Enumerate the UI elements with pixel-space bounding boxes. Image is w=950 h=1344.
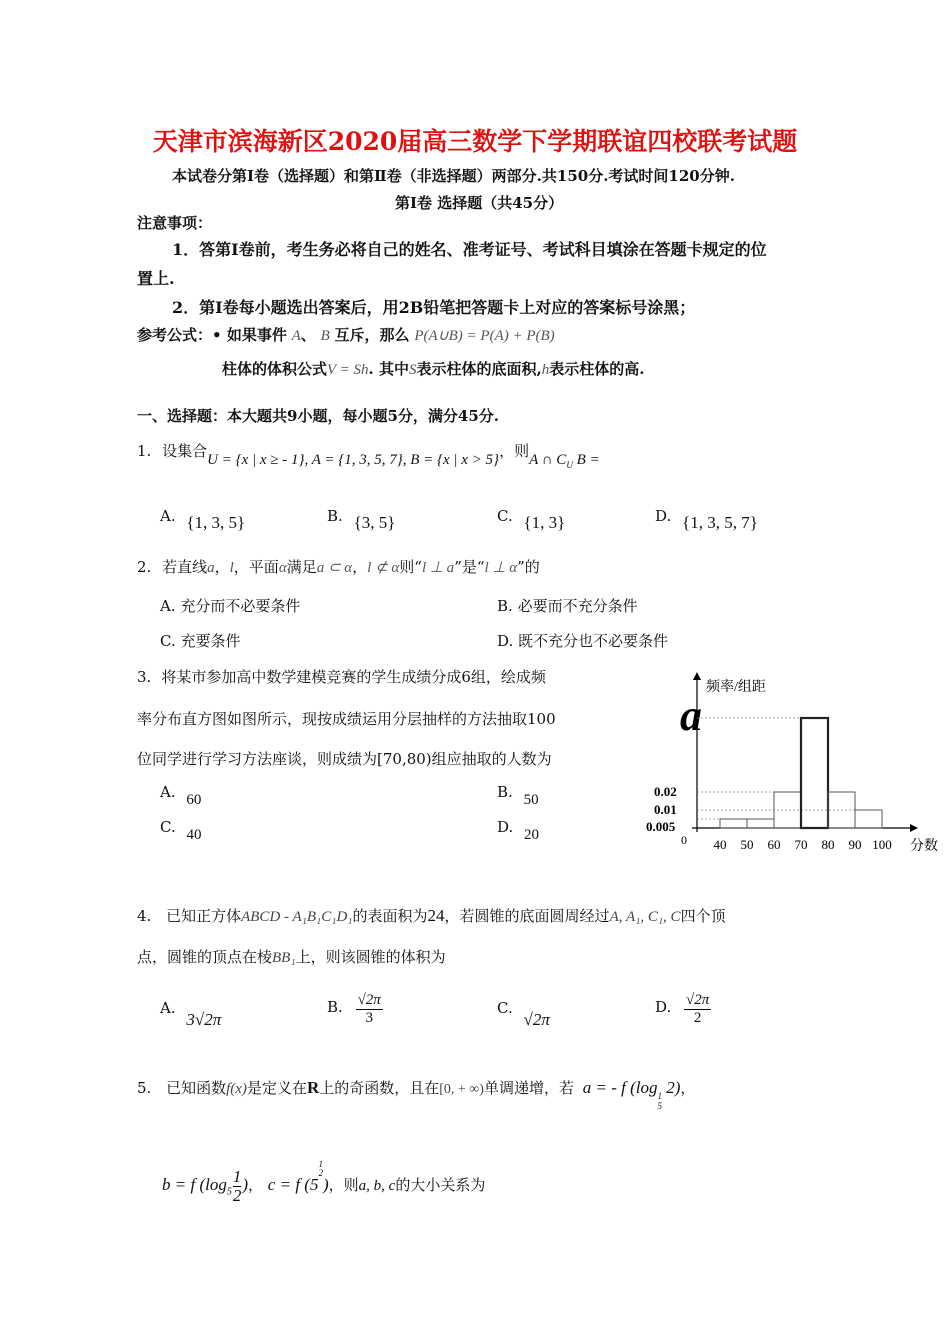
q3-option-a[interactable] <box>160 783 202 808</box>
q3-option-a-value: 60 <box>186 792 202 808</box>
q1-target <box>529 452 600 468</box>
q2-t3: 满足 <box>286 558 317 576</box>
q1-option-d[interactable] <box>655 506 758 532</box>
q4-option-b-label: B. <box>327 998 343 1016</box>
q5-c-expr: c = f (5 <box>267 1175 319 1194</box>
q1-pre: 设集合 <box>162 442 208 460</box>
notice-item-1: 1．答第Ⅰ卷前，考生务必将自己的姓名、准考证号、考试科目填涂在答题卡规定的位 <box>172 240 767 259</box>
y-tick-0-005: 0.005 <box>646 819 676 834</box>
q5-t3: 上的奇函数，且在 <box>319 1079 440 1097</box>
page-title: 天津市滨海新区2020届高三数学下学期联谊四校联考试题 <box>152 127 798 156</box>
q1-option-b-label: B. <box>327 507 343 525</box>
q2-cond-2: l ⊄ α <box>367 560 400 576</box>
q4-t3: ，若圆锥的底面圆周经过 <box>444 907 610 925</box>
q5-t6: 的大小关系为 <box>395 1176 486 1194</box>
q4-option-a-label: A. <box>160 999 176 1017</box>
x-tick-label: 40 <box>713 837 727 852</box>
q4-option-c-value: √2π <box>523 1010 550 1029</box>
formula-2-mid2: 表示柱体的底面积, <box>416 360 542 378</box>
q5-t1: 已知函数 <box>166 1079 227 1097</box>
probability-formula: P(A∪B) = P(A) + P(B) <box>414 328 555 344</box>
q5-abc: a, b, c <box>358 1178 396 1194</box>
q1-option-c-label: C. <box>497 507 513 525</box>
notice-item-2: 2．第Ⅰ卷每小题选出答案后，用2B铅笔把答题卡上对应的答案标号涂黑； <box>172 298 696 317</box>
formula-line-2 <box>222 358 644 379</box>
formula-1-sep: 、 <box>300 326 316 344</box>
q2-option-a-label: A. <box>160 597 176 615</box>
q5-t5: ，则 <box>328 1176 359 1194</box>
x-tick-label: 70 <box>794 837 808 852</box>
q1-target-sub: U <box>566 460 573 470</box>
q1-option-d-label: D. <box>655 507 672 525</box>
q5-b-def <box>162 1166 249 1205</box>
q2-option-b-value: 必要而不充分条件 <box>517 597 638 615</box>
histogram-bar <box>747 819 774 828</box>
q1-option-b[interactable] <box>327 506 396 532</box>
q2-t4: 则“ <box>399 558 422 576</box>
q3-line-1: 将某市参加高中数学建模竞赛的学生成绩分成6组，绘成频 <box>161 668 546 686</box>
q2-option-b-label: B. <box>497 597 513 615</box>
q4-t4: 四个顶 <box>680 907 726 925</box>
q2-plane: α <box>278 560 287 576</box>
q2-cond-3: l ⊥ a <box>421 560 455 576</box>
q5-b-fraction <box>233 1168 242 1205</box>
q5-c-end: ) <box>322 1175 329 1194</box>
q4-option-c[interactable] <box>497 998 550 1029</box>
q5-a-base-num: 1 <box>657 1091 662 1101</box>
part1-title: 第Ⅰ卷 选择题（共45分） <box>395 194 564 212</box>
q2-option-c-value: 充要条件 <box>180 632 241 650</box>
x-tick-label: 60 <box>767 837 781 852</box>
q5-number: 5. <box>137 1079 152 1097</box>
q5-b-end: ) <box>242 1175 249 1194</box>
exam-intro: 本试卷分第Ⅰ卷（选择题）和第Ⅱ卷（非选择题）两部分.共150分.考试时间120分钟. <box>172 167 735 185</box>
y-axis-label: 频率/组距 <box>706 680 766 695</box>
formula-1-text: • 如果事件 <box>212 326 287 344</box>
y-tick-0-01: 0.01 <box>654 802 677 817</box>
q1-number: 1. <box>137 442 152 460</box>
a-value-label: a <box>680 691 702 740</box>
q5-a-base <box>658 1091 663 1111</box>
q4-area: 24 <box>427 906 445 925</box>
q3-option-b[interactable] <box>497 783 539 808</box>
q5-reals: R <box>306 1078 320 1097</box>
histogram-bar <box>720 819 747 828</box>
q2-option-c[interactable] <box>160 630 241 651</box>
question-1 <box>137 440 600 470</box>
histogram-bar <box>855 810 882 828</box>
x-tick-label: 100 <box>872 837 892 852</box>
q4-points: A, A₁, C₁, C <box>609 909 681 925</box>
q4-option-d-num: √2π <box>686 992 710 1008</box>
q3-option-d[interactable] <box>497 818 540 843</box>
q2-t6: ”的 <box>517 558 540 576</box>
q5-t4: 单调递增，若 <box>483 1079 574 1097</box>
q4-option-a-value: 3√2π <box>186 1010 222 1029</box>
q5-b-expr: b = f (log <box>162 1175 227 1194</box>
q2-option-d-label: D. <box>497 632 514 650</box>
x-tick-label: 50 <box>740 837 754 852</box>
formula-label: 参考公式： <box>137 326 213 344</box>
frequency-histogram <box>640 668 945 863</box>
q4-option-d-label: D. <box>655 998 672 1016</box>
q1-option-a[interactable] <box>160 506 246 532</box>
q3-option-d-value: 20 <box>524 827 540 843</box>
q5-fx: f(x) <box>226 1081 247 1097</box>
q1-option-c-value: {1, 3} <box>523 513 566 532</box>
question-3-line-1 <box>137 666 546 687</box>
q3-number: 3. <box>137 668 152 686</box>
q3-line-2: 率分布直方图如图所示，现按成绩运用分层抽样的方法抽取100 <box>137 710 556 728</box>
q2-sep: ， <box>214 558 230 576</box>
y-axis-arrow-icon <box>693 672 701 680</box>
q3-option-d-label: D. <box>497 818 514 836</box>
q3-option-c-value: 40 <box>186 827 202 843</box>
q2-cond-1: a ⊂ α <box>316 560 353 576</box>
volume-formula: V = Sh <box>327 362 369 378</box>
q2-option-a[interactable] <box>160 595 300 616</box>
x-axis-label: 分数 <box>910 839 938 854</box>
q3-option-b-value: 50 <box>523 792 539 808</box>
formula-line-1 <box>137 324 555 345</box>
notice-heading: 注意事项： <box>137 214 213 232</box>
q4-line-2b: 上，则该圆锥的体积为 <box>295 948 446 966</box>
q5-interval: [0, + ∞) <box>439 1082 484 1097</box>
q5-b-base: 5 <box>226 1186 232 1198</box>
q1-option-a-value: {1, 3, 5} <box>186 513 246 532</box>
formula-1-rest: 互斥，那么 <box>334 326 410 344</box>
question-4-line-2 <box>137 946 446 967</box>
q2-number: 2. <box>137 558 152 576</box>
q3-option-c[interactable] <box>160 818 202 843</box>
q4-t2: 的表面积为 <box>352 907 428 925</box>
q5-c-exp-den: 2 <box>318 1168 323 1178</box>
q5-c-def <box>267 1159 329 1194</box>
q2-option-d-value: 既不充分也不必要条件 <box>518 632 669 650</box>
histogram-bar <box>801 718 828 828</box>
q4-option-b-fraction <box>356 992 383 1027</box>
q1-target-end: B = <box>576 452 600 468</box>
q2-option-a-value: 充分而不必要条件 <box>180 597 301 615</box>
q4-option-b[interactable] <box>327 992 383 1027</box>
q4-option-c-label: C. <box>497 999 513 1017</box>
q1-option-c[interactable] <box>497 506 566 532</box>
q1-option-b-value: {3, 5} <box>353 513 396 532</box>
q2-cond-4: l ⊥ α <box>484 560 518 576</box>
x-tick-label: 90 <box>848 837 862 852</box>
q3-option-b-label: B. <box>497 783 513 801</box>
q5-a-arg: 2) <box>666 1078 681 1097</box>
var-h: h <box>541 362 550 378</box>
event-b: B <box>320 328 330 344</box>
var-s: S <box>408 362 417 378</box>
q2-option-d[interactable] <box>497 630 668 651</box>
q2-t1: 若直线 <box>162 558 208 576</box>
q5-t2: 是定义在 <box>246 1079 307 1097</box>
q4-option-d-fraction <box>684 992 711 1027</box>
q3-line-3: 位同学进行学习方法座谈，则成绩为[70,80)组应抽取的人数为 <box>137 750 552 768</box>
q1-target-main: A ∩ C <box>529 452 567 468</box>
y-tick-0-02: 0.02 <box>654 784 677 799</box>
q2-t2: ，平面 <box>233 558 279 576</box>
q4-option-b-den: 3 <box>365 1010 373 1026</box>
q2-option-b[interactable] <box>497 595 638 616</box>
q1-option-d-value: {1, 3, 5, 7} <box>682 513 758 532</box>
question-5-line-2: b = f ($\log_5$ $\frac{1}{2}$ )， c = f (5 1 2 )，则a, b, c的大小关系为 <box>162 1159 486 1205</box>
q3-option-c-label: C. <box>160 818 176 836</box>
q5-a-def <box>582 1078 681 1111</box>
x-axis-arrow-icon <box>910 824 918 832</box>
q4-cube: ABCD - A₁B₁C₁D₁ <box>241 909 353 925</box>
q4-edge: BB₁ <box>272 950 296 966</box>
q4-option-d-den: 2 <box>693 1010 702 1026</box>
q3-option-a-label: A. <box>160 783 176 801</box>
origin-label: 0 <box>681 833 687 847</box>
formula-2-pre: 柱体的体积公式 <box>222 360 328 378</box>
q5-b-den: 2 <box>232 1185 242 1205</box>
q5-comma: ， <box>680 1079 696 1097</box>
notice-item-1-cont: 置上. <box>137 269 175 288</box>
formula-2-mid: . 其中 <box>368 360 409 378</box>
q2-option-c-label: C. <box>160 632 176 650</box>
formula-2-end: 表示柱体的高. <box>549 360 645 378</box>
q4-t1: 已知正方体 <box>166 907 242 925</box>
q5-a-base-den: 5 <box>657 1101 662 1111</box>
q2-t5: ”是“ <box>454 558 485 576</box>
q4-number: 4. <box>137 907 152 925</box>
question-2: 2. 若直线a，l，平面α满足a ⊂ α，l ⊄ α则“l ⊥ a”是“l ⊥ α”的 <box>137 558 540 576</box>
q4-option-a[interactable] <box>160 998 222 1029</box>
question-5-line-1 <box>137 1077 695 1111</box>
q2-line-a: a <box>207 560 215 576</box>
question-4-line-1 <box>137 905 726 926</box>
q1-option-a-label: A. <box>160 507 176 525</box>
q4-line-2a: 点，圆锥的顶点在棱 <box>137 948 273 966</box>
event-a: A <box>291 328 301 344</box>
q5-b-num: 1 <box>232 1166 242 1186</box>
q1-mid: ，则 <box>499 442 530 460</box>
q2-line-l: l <box>229 560 234 576</box>
x-tick-label: 80 <box>821 837 835 852</box>
q5-a-expr: a = - f (log <box>582 1078 658 1097</box>
q4-option-b-num: √2π <box>357 992 381 1008</box>
section-1-heading: 一、选择题：本大题共9小题，每小题5分，满分45分. <box>137 407 499 425</box>
q5-c-exp-num: 1 <box>318 1159 323 1169</box>
q4-option-d[interactable] <box>655 992 711 1027</box>
q1-set-expr: U = {x | x ≥ - 1}, A = {1, 3, 5, 7}, B = {x | x > 5} <box>207 452 500 468</box>
